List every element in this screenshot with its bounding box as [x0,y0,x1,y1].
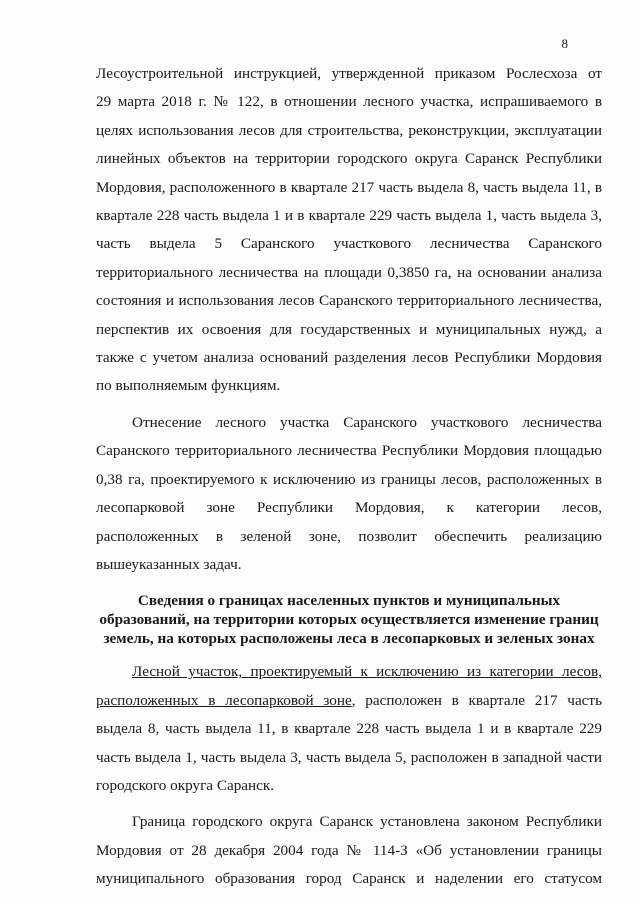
text-line: вышеуказанных задач. [96,555,242,573]
text-line: Мордовия от 28 декабря 2004 года № 114-З «Об установлении границы [96,841,602,859]
text-line: целях использования лесов для строительства, реконструкции, эксплуатации [96,121,602,139]
text-line: Лесоустроительной инструкцией, утвержденной приказом Рослесхоза от [96,65,602,82]
text-line: Мордовия, расположенного в квартале 217 часть выдела 8, часть выдела 11, в [96,178,602,196]
text-fragment: , расположен в квартале 217 часть [351,691,602,709]
text-line [96,658,602,686]
text-line: перспектив их освоения для государственных и муниципальных нужд, а [96,320,602,338]
text-line: по выполняемым функциям. [96,377,281,395]
text-line: выдела 8, часть выдела 11, в квартале 228 часть выдела 1 и в квартале 229 [96,720,602,738]
paragraph-forest-regulation [96,60,602,401]
text-line: расположенных в зеленой зоне, позволит обеспечить реализацию [96,527,602,545]
document-body [96,60,602,894]
text-line: линейных объектов на территории городского округа Саранск Республики [96,150,602,168]
underlined-text: Лесной участок, проектируемый к исключению из категории лесов, [132,663,602,681]
text-line: состояния и использования лесов Саранского территориального лесничества, [96,292,602,310]
text-line: часть выдела 1, часть выдела 3, часть выдела 5, расположен в западной части [96,748,602,766]
text-line: лесопарковой зоне Республики Мордовия, к категории лесов, [96,499,602,517]
text-line: квартале 228 часть выдела 1 и в квартале 229 часть выдела 1, часть выдела 3, [96,207,602,225]
page-number: 8 [561,36,568,51]
section-heading [96,591,602,648]
heading-line: Сведения о границах населенных пунктов и муниципальных [137,592,561,610]
paragraph-green-zone [96,409,602,579]
text-line: часть выдела 5 Саранского участкового лесничества Саранского [96,235,602,253]
paragraph-city-boundary [96,808,602,893]
text-line: также с учетом анализа оснований разделения лесов Республики Мордовия [96,349,602,367]
text-line: 29 марта 2018 г. № 122, в отношении лесного участка, испрашиваемого в [96,93,602,111]
text-line: 0,38 га, проектируемого к исключению из границы лесов, расположенных в [96,470,602,488]
text-line: городского округа Саранск. [96,776,275,794]
text-line: Граница городского округа Саранск установлена законом Республики [132,813,602,831]
underlined-text: расположенных в лесопарковой зоне [96,691,352,709]
text-line: Саранского территориального лесничества Республики Мордовия площадью [96,442,602,460]
paragraph-forest-plot [96,658,602,800]
heading-line: земель, на которых расположены леса в лесопарковых и зеленых зонах [103,630,595,648]
heading-line: образований, на территории которых осуществляется изменение границ [99,611,599,629]
text-line: территориального лесничества на площади 0,3850 га, на основании анализа [96,263,602,281]
text-line: муниципального образования город Саранск и наделении его статусом [96,870,602,888]
text-line: Отнесение лесного участка Саранского участкового лесничества [132,413,602,431]
text-line [96,687,602,715]
